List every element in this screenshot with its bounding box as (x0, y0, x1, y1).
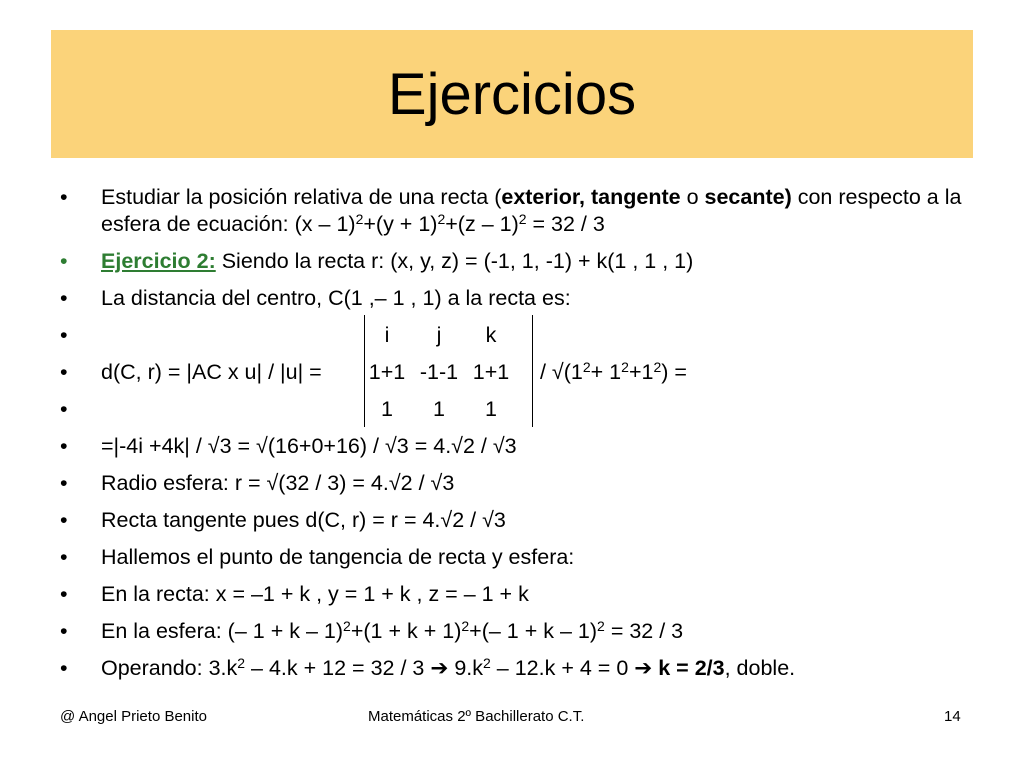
det-cell: 1 (485, 397, 497, 421)
bold-text: k = 2/3 (652, 656, 725, 680)
exponent: 2 (597, 618, 605, 634)
bullet-det-row3 (60, 395, 980, 423)
text-segment: 9.k (448, 656, 484, 680)
exponent: 2 (582, 359, 591, 375)
text-segment: o (680, 185, 705, 209)
text-segment: + 1 (590, 360, 622, 384)
text-segment: +(– 1 + k – 1) (469, 619, 598, 643)
det-cell: 1 (433, 397, 445, 421)
exponent: 2 (437, 211, 446, 227)
bullet-intro (60, 184, 980, 238)
exponent: 2 (343, 618, 351, 634)
text-segment: Estudiar la posición relativa de una recta ( (101, 185, 502, 209)
exponent: 2 (518, 211, 527, 227)
bullet-operating (60, 654, 980, 682)
bold-text: exterior, tangente (501, 185, 681, 209)
exercise-text: Siendo la recta r: (x, y, z) = (-1, 1, -1) + k(1 , 1 , 1) (215, 249, 694, 273)
exponent: 2 (483, 655, 491, 671)
exponent: 2 (653, 359, 662, 375)
bullet-det-row2 (60, 358, 980, 386)
arrow-right-icon: ➔ (634, 656, 653, 680)
text-segment: con respecto a la esfera de ecuación: (x – 1) (101, 185, 962, 236)
bullet-sphere-eq (60, 617, 980, 645)
bullet-list (60, 184, 980, 691)
text-segment: – 12.k + 4 = 0 (490, 656, 635, 680)
det-cell: 1+1 (368, 360, 406, 384)
title-bar (51, 30, 973, 158)
det-row2 (364, 358, 534, 386)
bullet-result: • =|-4i +4k| / √3 = √(16+0+16) / √3 = 4.√2 / √3 (60, 432, 980, 460)
bullet-exercise (60, 247, 980, 275)
exponent: 2 (355, 211, 364, 227)
footer-author: @ Angel Prieto Benito (60, 708, 207, 725)
bullet-tangent: • Recta tangente pues d(C, r) = r = 4.√2 / √3 (60, 506, 980, 534)
text-segment: Operando: 3.k (101, 656, 238, 680)
text-segment: = 32 / 3 (526, 212, 605, 236)
bullet-line-eq: • En la recta: x = –1 + k , y = 1 + k , z = – 1 + k (60, 580, 980, 608)
text-segment: / √(1 (534, 360, 583, 384)
det-cell: 1 (381, 397, 393, 421)
arrow-right-icon: ➔ (430, 656, 449, 680)
footer-course: Matemáticas 2º Bachillerato C.T. (368, 708, 585, 725)
text-segment: ) = (661, 360, 687, 384)
text-segment: – 4.k + 12 = 32 / 3 (245, 656, 431, 680)
bullet-radius: • Radio esfera: r = √(32 / 3) = 4.√2 / √3 (60, 469, 980, 497)
det-row3 (364, 395, 534, 423)
text-segment: , doble. (724, 656, 796, 680)
text-segment: En la esfera: (– 1 + k – 1) (101, 619, 344, 643)
bullet-find-point: • Hallemos el punto de tangencia de recta y esfera: (60, 543, 980, 571)
det-cell: k (485, 323, 497, 347)
det-cell: j (436, 323, 442, 347)
slide-title: Ejercicios (387, 61, 637, 127)
det-prefix: d(C, r) = |AC x u| / |u| = (101, 360, 322, 384)
det-cell: 1+1 (472, 360, 510, 384)
exponent: 2 (621, 359, 629, 375)
exponent: 2 (461, 618, 470, 634)
det-row1 (364, 321, 534, 349)
footer-page-number: 14 (944, 708, 961, 725)
text-segment: +(y + 1) (363, 212, 438, 236)
det-cell: -1-1 (419, 360, 459, 384)
text-segment: +(1 + k + 1) (350, 619, 462, 643)
bold-text: secante) (704, 185, 792, 209)
exponent: 2 (237, 655, 246, 671)
text-segment: +1 (628, 360, 654, 384)
text-segment: = 32 / 3 (604, 619, 684, 643)
exercise-label: Ejercicio 2: (101, 249, 216, 273)
bullet-distance: • La distancia del centro, C(1 ,– 1 , 1) a la recta es: (60, 284, 980, 312)
bullet-det-row1 (60, 321, 980, 349)
det-cell: i (384, 323, 390, 347)
text-segment: +(z – 1) (445, 212, 519, 236)
